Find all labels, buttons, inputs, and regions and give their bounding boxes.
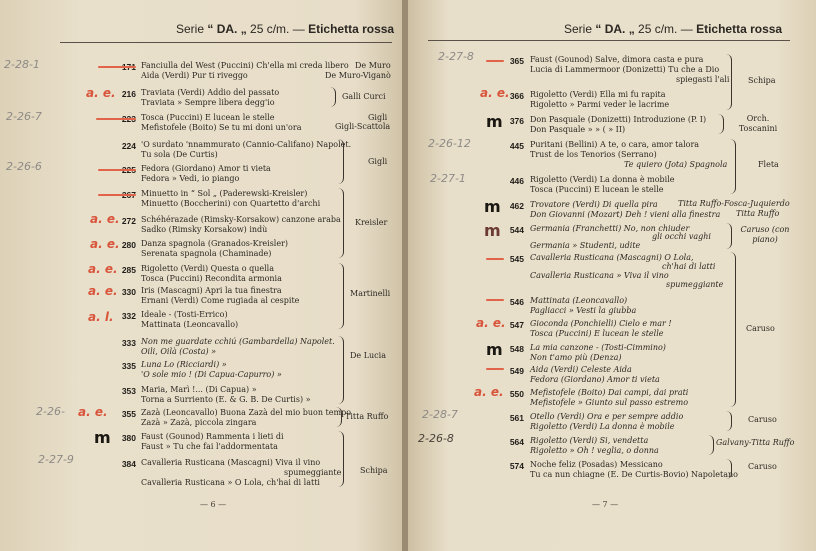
record-title: Ideale - (Tosti-Errico) — [141, 310, 228, 319]
record-number: 380 — [121, 433, 136, 443]
artist-name: Schipa — [748, 76, 776, 85]
artist-name: Gigli-Scattola — [335, 122, 391, 131]
handwritten-note: 2-28-7 — [422, 408, 458, 421]
handwritten-note: 2-26-12 — [428, 137, 471, 150]
brace — [730, 252, 736, 407]
record-title: Tosca (Puccini) E lucean le stelle — [141, 113, 275, 122]
record-title: Zazà (Leoncavallo) Buona Zazà del mio buon tempo — [141, 408, 352, 417]
brace — [726, 459, 732, 479]
header-rule — [428, 40, 790, 41]
red-underline — [486, 368, 504, 370]
record-title: Don Pasquale (Donizetti) Introduzione (P. I) — [530, 115, 707, 124]
record-title: Sadko (Rimsky Korsakow) indù — [141, 225, 268, 234]
record-title: Zazà » Zazà, piccola zingara — [141, 418, 257, 427]
handwritten-note: 2-27-9 — [38, 453, 74, 466]
record-number: 561 — [509, 413, 524, 423]
brace — [730, 139, 736, 194]
handwritten-note: 2-26- — [36, 405, 65, 418]
record-title: Faust (Gounod) Salve, dimora casta e pura — [530, 55, 704, 64]
record-title: Cavalleria Rusticana (Mascagni) Viva il vino — [141, 458, 321, 467]
record-title: Danza spagnola (Granados-Kreisler) — [141, 239, 289, 248]
artist-name: Orch. Toscanini — [738, 114, 778, 133]
record-number: 547 — [509, 320, 524, 330]
record-number: 285 — [121, 265, 136, 275]
left-page-header: Serie “ DA. „ 25 c/m. — Etichetta rossa — [176, 22, 395, 36]
record-title: Tosca (Puccini) E lucean le stelle — [530, 329, 664, 338]
record-title: Mefistofele (Boito) Se tu mi doni un'ora — [141, 123, 302, 132]
record-title: Cavalleria Rusticana » O Lola, ch'hai di latti — [141, 478, 320, 487]
record-number: 333 — [121, 338, 136, 348]
record-number: 335 — [121, 361, 136, 371]
record-title: Tu ca nun chiagne (E. De Curtis-Bovio) Napoletano — [530, 470, 738, 479]
red-underline — [98, 66, 136, 68]
handwritten-note: m — [486, 112, 503, 131]
record-title: Puritani (Bellini) A te, o cara, amor talora — [530, 140, 700, 149]
record-title: Fedora (Giordano) Amor ti vieta — [530, 375, 660, 384]
record-title: Lucia di Lammermoor (Donizetti) Tu che a Dio — [530, 65, 720, 74]
brace — [338, 336, 344, 404]
record-number: 545 — [509, 254, 524, 264]
record-title: Don Pasquale » » ( » II) — [530, 125, 626, 134]
handwritten-note: a. e. — [86, 86, 116, 100]
red-underline — [98, 194, 136, 196]
record-title: Te quiero (Jota) Spagnola — [624, 160, 728, 169]
record-title: Tu sola (De Curtis) — [141, 150, 218, 159]
artist-name: Caruso — [748, 462, 777, 471]
record-number: 355 — [121, 409, 136, 419]
record-title: Germania (Franchetti) No, non chiuder — [530, 224, 690, 233]
record-title: 'O sole mio ! (Di Capua-Capurro) » — [141, 370, 282, 379]
record-title: Oili, Oilà (Costa) » — [141, 347, 217, 356]
record-number: 445 — [509, 141, 524, 151]
record-number: 216 — [121, 89, 136, 99]
brace — [718, 114, 724, 134]
record-number: 272 — [121, 216, 136, 226]
record-number: 546 — [509, 297, 524, 307]
record-number: 365 — [509, 56, 524, 66]
record-title: Mattinata (Leoncavallo) — [530, 296, 628, 305]
handwritten-note: m — [94, 428, 111, 447]
record-number: 548 — [509, 344, 524, 354]
handwritten-note: 2-27-1 — [430, 172, 466, 185]
artist-name: De Lucia — [350, 351, 386, 360]
red-underline — [96, 118, 136, 120]
red-underline — [486, 60, 504, 62]
handwritten-note: m — [484, 197, 501, 216]
record-title: Rigoletto (Verdi) La donna è mobile — [530, 175, 675, 184]
record-title: Otello (Verdi) Ora e per sempre addio — [530, 412, 684, 421]
record-number: 366 — [509, 91, 524, 101]
record-title: Mefistofele (Boito) Dai campi, dai prati — [530, 388, 689, 397]
record-title: Ernani (Verdi) Come rugiada al cespite — [141, 296, 300, 305]
page-number: — 6 — — [200, 500, 227, 509]
record-title: ch'hai di latti — [662, 262, 716, 271]
record-title: Noche feliz (Posadas) Messicano — [530, 460, 663, 469]
record-title: spumeggiante — [666, 280, 724, 289]
artist-name: Caruso — [746, 324, 775, 333]
record-title: Pagliacci » Vesti la giubba — [530, 306, 637, 315]
record-number: 353 — [121, 386, 136, 396]
handwritten-note: 2-26-8 — [418, 432, 454, 445]
right-page-header: Serie “ DA. „ 25 c/m. — Etichetta rossa — [564, 22, 783, 36]
record-title: 'O surdato 'nnammurato (Cannio-Califano) Napolet. — [141, 140, 352, 149]
record-title: Non me guardate cchiú (Gambardella) Napolet. — [141, 337, 335, 346]
red-underline — [486, 258, 504, 260]
record-title: Cavalleria Rusticana (Mascagni) O Lola, — [530, 253, 694, 262]
record-title: Tosca (Puccini) E lucean le stelle — [530, 185, 664, 194]
artist-name: De Muro-Viganò — [325, 71, 391, 80]
record-number: 462 — [509, 201, 524, 211]
record-title: Rigoletto (Verdi) La donna è mobile — [530, 422, 675, 431]
record-title: Torna a Surriento (E. & G. B. De Curtis) » — [141, 395, 311, 404]
record-number: 376 — [509, 116, 524, 126]
brace — [726, 54, 732, 110]
brace — [726, 223, 732, 249]
record-title: Trust de los Tenorios (Serrano) — [530, 150, 657, 159]
artist-name: Titta Ruffo — [736, 209, 780, 218]
record-title: Rigoletto » Parmi veder le lacrime — [530, 100, 670, 109]
record-title: Rigoletto (Verdi) Ella mi fu rapita — [530, 90, 666, 99]
artist-name: De Muro — [355, 61, 391, 70]
record-number: 384 — [121, 459, 136, 469]
record-title: Germania » Studenti, udite — [530, 241, 641, 250]
record-number: 550 — [509, 389, 524, 399]
record-title: Mattinata (Leoncavallo) — [141, 320, 239, 329]
record-title: Maria, Marì !... (Di Capua) » — [141, 385, 257, 394]
record-number: 549 — [509, 366, 524, 376]
record-number: 446 — [509, 176, 524, 186]
handwritten-note: a. e. — [476, 316, 506, 330]
record-title: Fedora » Vedi, io piango — [141, 174, 240, 183]
record-title: La mia canzone - (Tosti-Cimmino) — [530, 343, 666, 352]
record-title: Minuetto in “ Sol „ (Paderewski-Kreisler) — [141, 189, 308, 198]
record-title: Minuetto (Boccherini) con Quartetto d'archi — [141, 199, 321, 208]
artist-name: Caruso (con piano) — [740, 225, 790, 244]
record-title: Fanciulla del West (Puccini) Ch'ella mi creda libero — [141, 61, 349, 70]
record-title: Traviata » Sempre libera degg'io — [141, 98, 275, 107]
artist-name: Caruso — [748, 415, 777, 424]
record-title: Faust (Gounod) Rammenta i lieti di — [141, 432, 284, 441]
brace — [330, 87, 336, 107]
record-number: 280 — [121, 240, 136, 250]
record-title: Traviata (Verdi) Addio del passato — [141, 88, 280, 97]
brace — [726, 411, 732, 431]
brace — [338, 263, 344, 329]
artist-name: Galvany-Titta Ruffo — [716, 438, 795, 447]
record-title: Fedora (Giordano) Amor ti vieta — [141, 164, 271, 173]
brace — [708, 435, 714, 455]
record-number: 330 — [121, 287, 136, 297]
record-title: Luna Lo (Ricciardi) » — [141, 360, 227, 369]
handwritten-note: m — [486, 340, 503, 359]
record-title: Trovatore (Verdi) Di quella pira — [530, 200, 658, 209]
artist-name: Martinelli — [350, 289, 391, 298]
record-title: gli occhi vaghi — [652, 232, 711, 241]
artist-name: Galli Curci — [342, 92, 386, 101]
left-page — [0, 0, 404, 551]
brace — [336, 407, 342, 427]
brace — [338, 139, 344, 184]
artist-name: Titta Ruffo — [345, 412, 389, 421]
record-number: 564 — [509, 437, 524, 447]
record-number: 332 — [121, 311, 136, 321]
handwritten-note: m — [484, 221, 501, 240]
record-title: Mefistofele » Giunto sul passo estremo — [530, 398, 689, 407]
record-title: Gioconda (Ponchielli) Cielo e mar ! — [530, 319, 672, 328]
record-title: Non t'amo più (Denza) — [530, 353, 622, 362]
handwritten-note: a. e. — [90, 212, 120, 226]
record-number: 574 — [509, 461, 524, 471]
handwritten-note: a. e. — [480, 86, 510, 100]
artist-name: Fleta — [758, 160, 779, 169]
handwritten-note: a. e. — [78, 405, 108, 419]
handwritten-note: a. e. — [88, 262, 118, 276]
artist-name: Kreisler — [355, 218, 388, 227]
handwritten-note: a. e. — [88, 284, 118, 298]
record-title: Rigoletto » Oh ! veglia, o donna — [530, 446, 659, 455]
artist-name: Gigli — [368, 157, 388, 166]
handwritten-note: 2-26-6 — [6, 160, 42, 173]
brace — [338, 431, 344, 487]
artist-name: Schipa — [360, 466, 388, 475]
record-title: spumeggiante — [284, 468, 342, 477]
handwritten-note: 2-28-1 — [4, 58, 40, 71]
artist-name: Gigli — [368, 113, 388, 122]
record-title: Rigoletto (Verdi) Si, vendetta — [530, 436, 649, 445]
record-title: Iris (Mascagni) Apri la tua finestra — [141, 286, 282, 295]
record-number: 544 — [509, 225, 524, 235]
record-title: spiegasti l'ali — [676, 75, 730, 84]
header-rule — [60, 42, 392, 43]
page-number: — 7 — — [592, 500, 619, 509]
record-title: Don Giovanni (Mozart) Deh ! vieni alla finestra — [530, 210, 721, 219]
record-title: Rigoletto (Verdi) Questa o quella — [141, 264, 274, 273]
record-number: 224 — [121, 141, 136, 151]
handwritten-note: a. e. — [90, 237, 120, 251]
record-title: Aida (Verdi) Pur ti riveggo — [141, 71, 248, 80]
handwritten-note: 2-26-7 — [6, 110, 42, 123]
record-title: Aida (Verdi) Celeste Aida — [530, 365, 632, 374]
right-page — [408, 0, 816, 551]
record-title: Cavalleria Rusticana » Viva il vino — [530, 271, 669, 280]
handwritten-note: a. l. — [88, 310, 114, 324]
red-underline — [486, 299, 504, 301]
brace — [338, 188, 344, 258]
artist-name: Titta Ruffo-Fosca-Juquierdo — [678, 199, 790, 208]
red-underline — [98, 169, 136, 171]
handwritten-note: a. e. — [474, 385, 504, 399]
handwritten-note: 2-27-8 — [438, 50, 474, 63]
record-title: Faust » Tu che fai l'addormentata — [141, 442, 278, 451]
record-title: Schéhérazade (Rimsky-Korsakow) canzone araba — [141, 215, 341, 224]
record-title: Tosca (Puccini) Recondita armonia — [141, 274, 282, 283]
record-title: Serenata spagnola (Chaminade) — [141, 249, 272, 258]
